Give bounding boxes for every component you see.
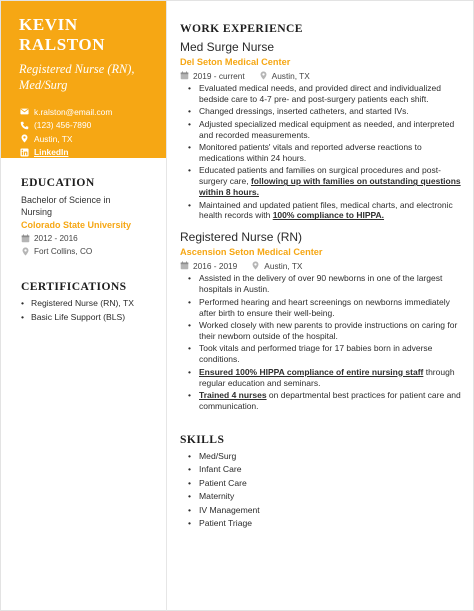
education-location-text: Fort Collins, CO xyxy=(34,247,93,256)
bullet-text: Educated patients and families on surgical procedures and post-surgery care, xyxy=(199,165,441,187)
bullet-highlight: following up with families on outstanding questions within 8 hours. xyxy=(199,176,461,198)
job-bullet: • Evaluated medical needs, and provided direct and individualized bedside care to 4-7 pre- and post-surgery patients each shift. xyxy=(188,83,468,105)
job-bullets xyxy=(180,83,468,221)
job-bullet: • Worked closely with new parents to provide instructions on caring for their newborn outside of the hospital. xyxy=(188,320,468,342)
skill-item: • Patient Care xyxy=(188,477,468,491)
skill-item: • Med/Surg xyxy=(188,450,468,464)
job-bullet: • Performed hearing and heart screenings on newborns immediately after birth to ensure their well-being. xyxy=(188,297,468,319)
experience-title: WORK EXPERIENCE xyxy=(180,22,303,35)
job-bullet xyxy=(188,200,468,222)
certification-item: • Registered Nurse (RN), TX xyxy=(21,297,154,311)
job-entry xyxy=(180,40,468,221)
email-text[interactable]: k.ralston@email.com xyxy=(34,106,113,117)
education-location xyxy=(21,245,154,258)
job-bullet: • Changed dressings, inserted catheters, and started IVs. xyxy=(188,106,468,117)
email-icon xyxy=(19,107,30,116)
job-bullet: • Took vitals and performed triage for 17 babies born in adverse conditions. xyxy=(188,343,468,365)
company-name: Del Seton Medical Center xyxy=(180,57,291,67)
job-location: Austin, TX xyxy=(271,70,310,81)
job-dates: 2016 - 2019 xyxy=(193,260,238,271)
degree-line-2: Nursing xyxy=(21,207,53,217)
job-bullets xyxy=(180,273,468,411)
job-meta xyxy=(180,69,468,82)
phone-text: (123) 456-7890 xyxy=(34,120,92,131)
main-content xyxy=(180,1,468,531)
education-title: EDUCATION xyxy=(21,176,95,189)
bullet-text: on departmental best practices for patient care and communication. xyxy=(199,389,461,411)
bullet-highlight: Trained 4 nurses xyxy=(199,389,267,400)
job-bullet xyxy=(188,165,468,198)
job-entry xyxy=(180,230,468,411)
job-title: Registered Nurse (RN) xyxy=(180,230,303,245)
contact-linkedin[interactable] xyxy=(19,146,154,160)
skill-item: • Infant Care xyxy=(188,463,468,477)
bullet-highlight: Ensured 100% HIPPA compliance of entire nursing staff xyxy=(199,366,424,377)
education-section xyxy=(1,176,166,258)
role-line-1: Registered Nurse (RN), xyxy=(19,62,135,76)
calendar-icon xyxy=(180,71,189,80)
linkedin-icon xyxy=(19,148,30,157)
certification-item: • Basic Life Support (BLS) xyxy=(21,311,154,325)
candidate-role xyxy=(19,61,154,93)
skills-list xyxy=(180,450,468,531)
contact-email xyxy=(19,105,154,119)
education-dates-text: 2012 - 2016 xyxy=(34,234,78,243)
skill-item: • Patient Triage xyxy=(188,517,468,531)
degree-line-1: Bachelor of Science in xyxy=(21,195,111,205)
job-location: Austin, TX xyxy=(264,260,303,271)
calendar-icon xyxy=(180,261,189,270)
certifications-section xyxy=(1,280,166,324)
skill-item: • Maternity xyxy=(188,490,468,504)
education-dates xyxy=(21,232,154,245)
job-bullet: • Assisted in the delivery of over 90 newborns in one of the largest hospitals in Austin. xyxy=(188,273,468,295)
job-bullet: • Adjusted specialized medical equipment as needed, and interpreted and recorded measurements. xyxy=(188,119,468,141)
header-block xyxy=(1,1,166,158)
company-name: Ascension Seton Medical Center xyxy=(180,247,323,258)
bullet-text: through regular education and seminars. xyxy=(199,366,455,388)
job-bullet: • Monitored patients' vitals and reported adverse reactions to medications within 24 hours. xyxy=(188,142,468,164)
location-pin-icon xyxy=(21,247,30,256)
bullet-highlight: 100% compliance to HIPPA. xyxy=(272,210,385,221)
candidate-name: KEVIN RALSTON xyxy=(19,15,106,54)
calendar-icon xyxy=(21,234,30,243)
school-name: Colorado State University xyxy=(21,220,132,230)
location-pin-icon xyxy=(259,71,268,80)
job-bullet xyxy=(188,367,468,389)
job-title: Med Surge Nurse xyxy=(180,40,275,54)
location-pin-icon xyxy=(19,134,30,143)
phone-icon xyxy=(19,121,30,130)
contact-phone xyxy=(19,119,154,133)
skill-item: • IV Management xyxy=(188,504,468,518)
job-meta xyxy=(180,259,468,272)
skills-title: SKILLS xyxy=(180,432,225,446)
linkedin-link[interactable]: LinkedIn xyxy=(34,147,69,158)
contact-location xyxy=(19,132,154,146)
role-line-2: Med/Surg xyxy=(19,78,68,92)
job-dates: 2019 - current xyxy=(193,70,245,81)
bullet-text: Maintained and updated patient files, medical charts, and electronic health records with xyxy=(199,199,453,221)
degree xyxy=(21,194,154,218)
location-pin-icon xyxy=(251,261,260,270)
sidebar xyxy=(1,1,167,611)
contact-list xyxy=(19,105,154,159)
job-bullet xyxy=(188,390,468,412)
location-text: Austin, TX xyxy=(34,133,73,144)
certifications-title: CERTIFICATIONS xyxy=(21,280,127,293)
certifications-list xyxy=(21,297,154,324)
skills-section xyxy=(180,433,468,531)
